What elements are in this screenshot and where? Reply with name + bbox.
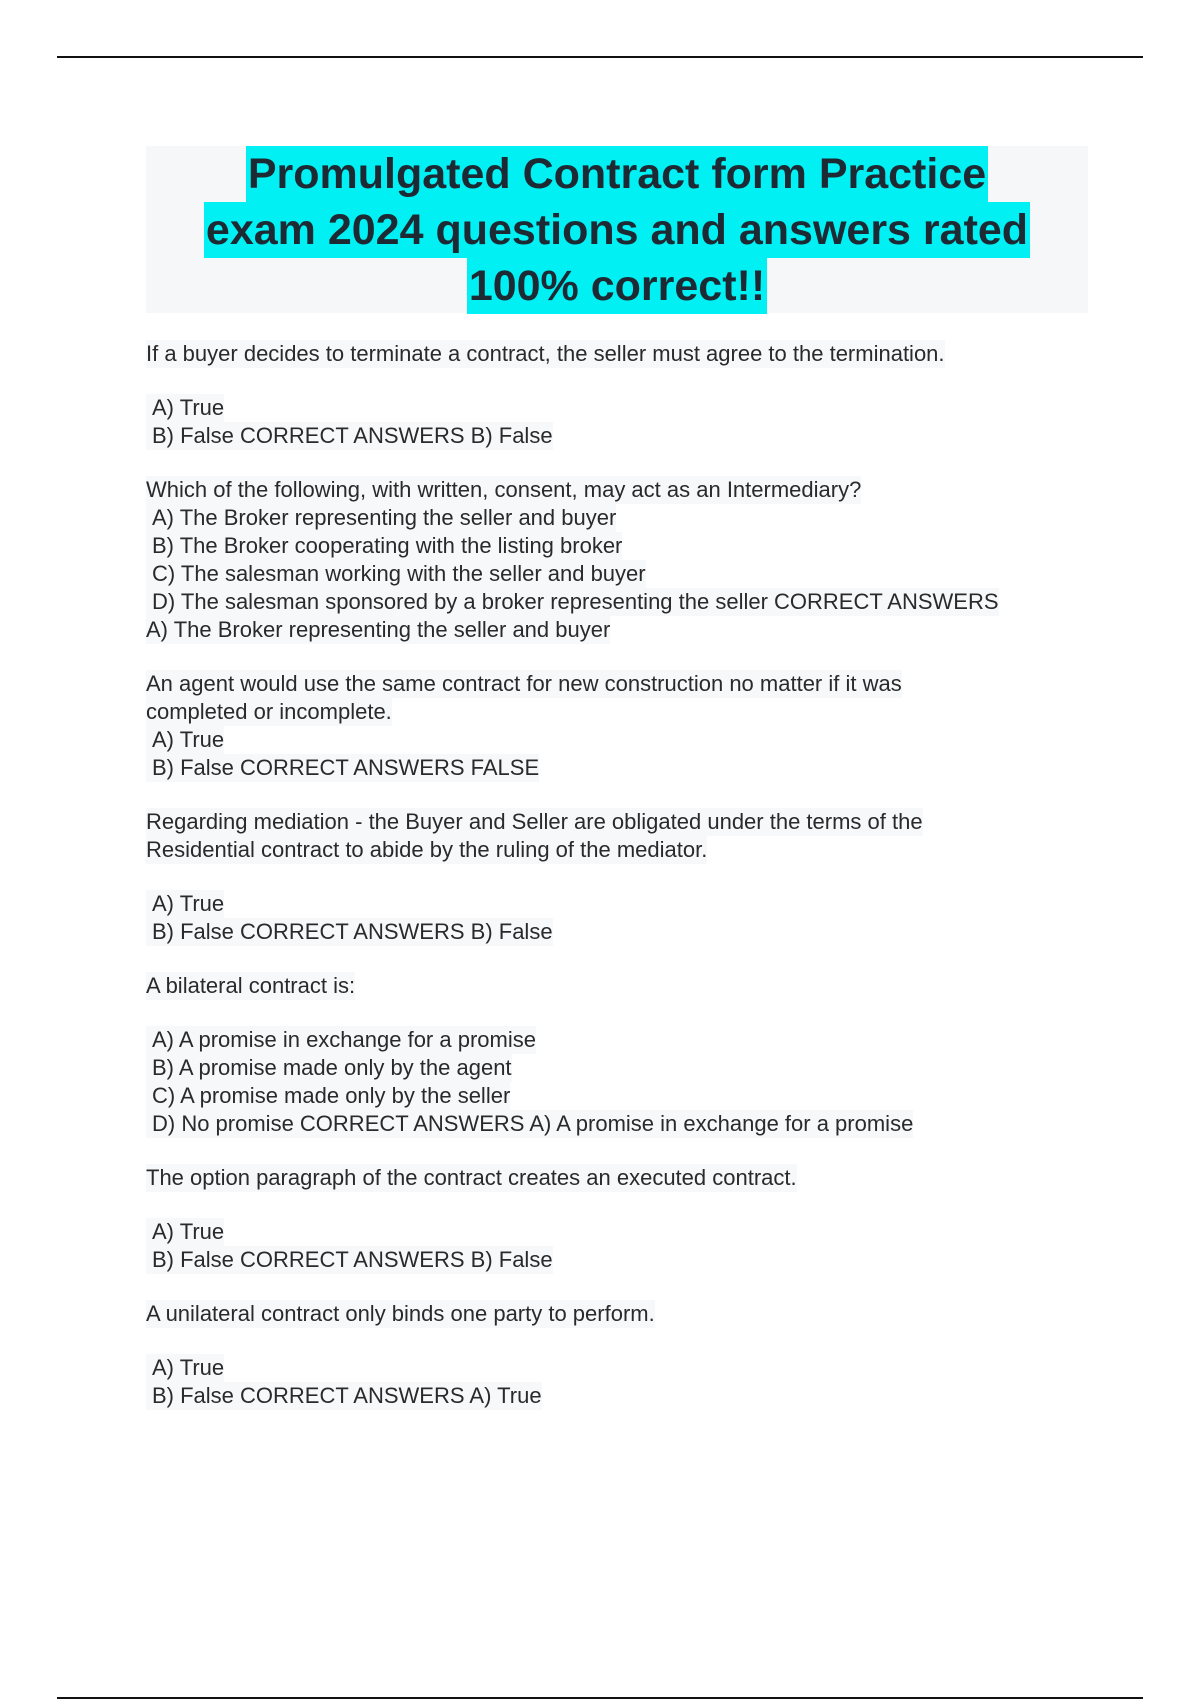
- answer-option: D) No promise CORRECT ANSWERS A) A promise in exchange for a promise: [146, 1110, 913, 1138]
- answer-option: B) False CORRECT ANSWERS B) False: [146, 422, 553, 450]
- question-block: [146, 1300, 1086, 1410]
- answer-option: A) True: [146, 890, 224, 918]
- question-block: [146, 476, 1086, 644]
- answer-option: A) True: [146, 726, 224, 754]
- answer-option: B) False CORRECT ANSWERS A) True: [146, 1382, 542, 1410]
- document-title: [146, 146, 1088, 313]
- answer-option: B) A promise made only by the agent: [146, 1054, 512, 1082]
- question-text: An agent would use the same contract for new construction no matter if it was: [146, 671, 902, 696]
- question-text: completed or incomplete.: [146, 699, 392, 724]
- bottom-rule: [57, 1697, 1143, 1699]
- question-list: [146, 340, 1086, 1410]
- answer-option: A) The Broker representing the seller and buyer: [146, 504, 616, 532]
- answer-option: A) True: [146, 1354, 224, 1382]
- question-text: Residential contract to abide by the ruling of the mediator.: [146, 837, 708, 862]
- question-text: The option paragraph of the contract creates an executed contract.: [146, 1165, 797, 1190]
- answer-option: D) The salesman sponsored by a broker representing the seller CORRECT ANSWERS: [146, 588, 999, 616]
- answer-option: C) The salesman working with the seller and buyer: [146, 560, 646, 588]
- answer-option: C) A promise made only by the seller: [146, 1082, 510, 1110]
- question-block: [146, 972, 1086, 1138]
- answer-option: A) A promise in exchange for a promise: [146, 1026, 536, 1054]
- answer-option: A) True: [146, 1218, 224, 1246]
- answer-option: B) False CORRECT ANSWERS FALSE: [146, 754, 539, 782]
- question-text: A bilateral contract is:: [146, 973, 356, 998]
- title-line-2: exam 2024 questions and answers rated: [204, 202, 1030, 258]
- question-text: If a buyer decides to terminate a contract, the seller must agree to the termination.: [146, 341, 945, 366]
- answer-option: B) False CORRECT ANSWERS B) False: [146, 918, 553, 946]
- question-block: [146, 1164, 1086, 1274]
- answer-option: B) The Broker cooperating with the listing broker: [146, 532, 622, 560]
- title-line-3: 100% correct!!: [467, 258, 767, 314]
- top-rule: [57, 56, 1143, 58]
- question-text: A unilateral contract only binds one party to perform.: [146, 1301, 655, 1326]
- answer-option: A) True: [146, 394, 224, 422]
- answer-option: B) False CORRECT ANSWERS B) False: [146, 1246, 553, 1274]
- question-block: [146, 670, 1086, 782]
- question-text: Regarding mediation - the Buyer and Seller are obligated under the terms of the: [146, 809, 923, 834]
- question-text: Which of the following, with written, consent, may act as an Intermediary?: [146, 477, 862, 502]
- title-line-1: Promulgated Contract form Practice: [246, 146, 988, 202]
- question-block: [146, 808, 1086, 946]
- correct-answer: A) The Broker representing the seller and buyer: [146, 617, 611, 642]
- question-block: [146, 340, 1086, 450]
